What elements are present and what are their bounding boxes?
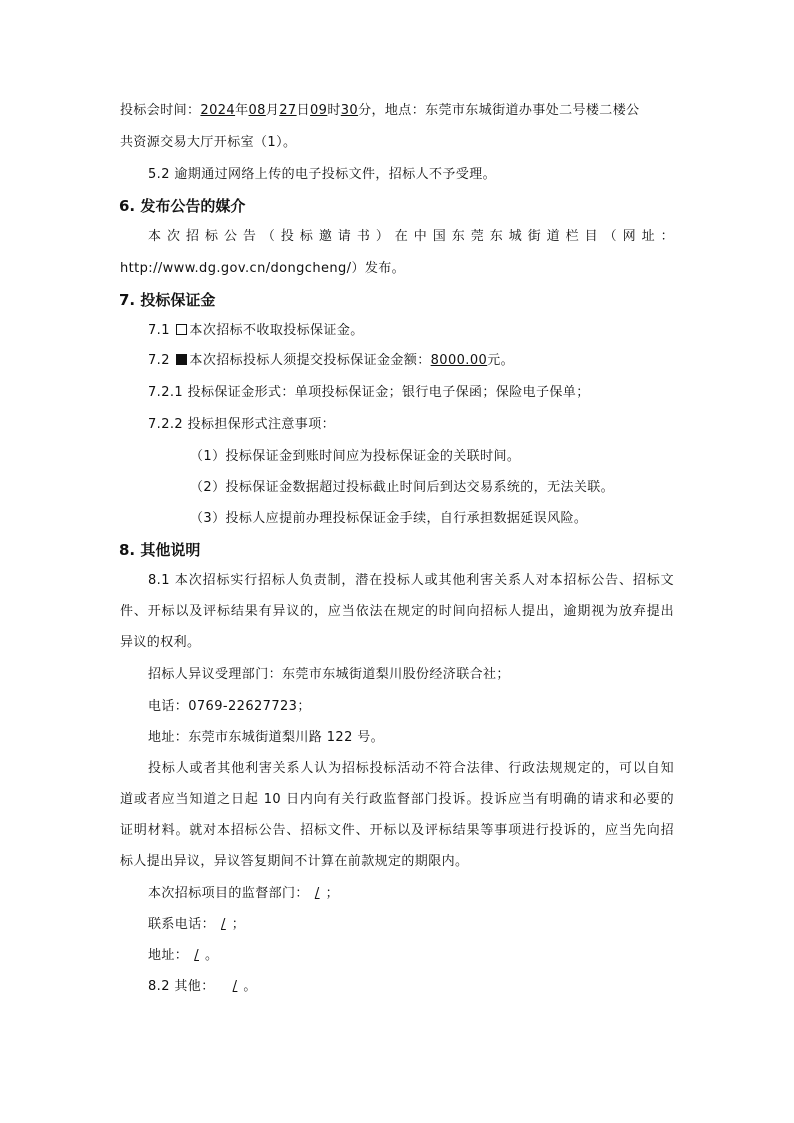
year-unit: 年 (235, 103, 249, 118)
section-6-heading: 6. 发布公告的媒介 (119, 197, 246, 215)
section-8-heading: 8. 其他说明 (119, 541, 201, 559)
clause-7-2 (148, 352, 514, 370)
clause-text: 本次招标投标人须提交投标保证金金额： (189, 353, 431, 368)
media-line-2: http://www.dg.gov.cn/dongcheng/）发布。 (120, 261, 406, 276)
minute-value: 30 (340, 103, 359, 118)
month-unit: 月 (265, 103, 280, 118)
field-label: 联系电话： (148, 917, 216, 932)
note-2: （2）投标保证金数据超过投标截止时间后到达交易系统的，无法关联。 (190, 480, 615, 495)
field-value: / (194, 948, 199, 963)
clause-8-2 (148, 978, 257, 996)
clause-7-2-2: 7.2.2 投标担保形式注意事项： (148, 417, 336, 432)
day-value: 27 (279, 103, 297, 118)
clause-number: 7.2 (148, 353, 170, 368)
field-value: / (314, 886, 320, 901)
field-label: 8.2 其他： (148, 979, 215, 994)
clause-5-2: 5.2 逾期通过网络上传的电子投标文件，招标人不予受理。 (148, 167, 497, 182)
field-end: ； (325, 886, 339, 901)
complaint-line-3: 证明材料。就对本招标公告、招标文件、开标以及评标结果等事项进行投诉的，应当先向招 (120, 823, 674, 838)
clause-8-1-line-1: 8.1 本次招标实行招标人负责制，潜在投标人或其他利害关系人对本招标公告、招标文 (148, 573, 674, 588)
supervision-department (148, 885, 339, 903)
clause-text: 本次招标不收取投标保证金。 (189, 323, 364, 338)
supervision-phone (148, 916, 245, 934)
field-value: / (232, 979, 238, 994)
clause-8-1-line-2: 件、开标以及评标结果有异议的，应当依法在规定的时间向招标人提出，逾期视为放弃提出 (120, 604, 674, 619)
field-end: 。 (243, 979, 257, 994)
complaint-line-4: 标人提出异议，异议答复期间不计算在前款规定的期限内。 (120, 854, 469, 869)
year-value: 2024 (200, 103, 236, 118)
field-end: ； (231, 917, 246, 932)
unchecked-checkbox-icon (176, 324, 187, 335)
deposit-amount: 8000.00 (430, 353, 488, 368)
amount-unit: 元。 (487, 353, 514, 368)
hour-unit: 时 (327, 103, 341, 118)
objection-address: 地址：东莞市东城街道梨川路 122 号。 (148, 730, 385, 745)
note-3: （3）投标人应提前办理投标保证金手续，自行承担数据延误风险。 (190, 511, 588, 526)
day-unit: 日 (296, 103, 310, 118)
field-value: / (221, 917, 226, 932)
bid-opening-time-line (120, 102, 640, 120)
clause-8-1-line-3: 异议的权利。 (120, 635, 201, 650)
field-label: 本次招标项目的监督部门： (148, 886, 309, 901)
field-end: 。 (204, 948, 219, 963)
checked-checkbox-icon (176, 354, 187, 365)
objection-phone: 电话：0769-22627723； (148, 699, 311, 714)
section-7-heading: 7. 投标保证金 (119, 291, 216, 309)
complaint-line-2: 道或者应当知道之日起 10 日内向有关行政监督部门投诉。投诉应当有明确的请求和必要的 (120, 792, 674, 807)
supervision-address (148, 947, 218, 965)
media-line-1: 本次招标公告（投标邀请书）在中国东莞东城街道栏目（网址： (148, 229, 674, 244)
note-1: （1）投标保证金到账时间应为投标保证金的关联时间。 (190, 449, 521, 464)
objection-department: 招标人异议受理部门：东莞市东城街道梨川股份经济联合社； (148, 667, 510, 682)
time-label: 投标会时间： (120, 103, 201, 118)
hour-value: 09 (310, 103, 328, 118)
bid-opening-location-line: 共资源交易大厅开标室（1）。 (120, 135, 297, 150)
month-value: 08 (248, 103, 266, 118)
field-label: 地址： (148, 948, 189, 963)
complaint-line-1: 投标人或者其他利害关系人认为招标投标活动不符合法律、行政法规规定的，可以自知 (148, 761, 674, 776)
clause-7-1 (148, 322, 364, 340)
clause-number: 7.1 (148, 323, 170, 338)
clause-7-2-1: 7.2.1 投标保证金形式：单项投标保证金；银行电子保函；保险电子保单； (148, 385, 590, 400)
location-text: 分，地点：东莞市东城街道办事处二号楼二楼公 (358, 103, 640, 118)
